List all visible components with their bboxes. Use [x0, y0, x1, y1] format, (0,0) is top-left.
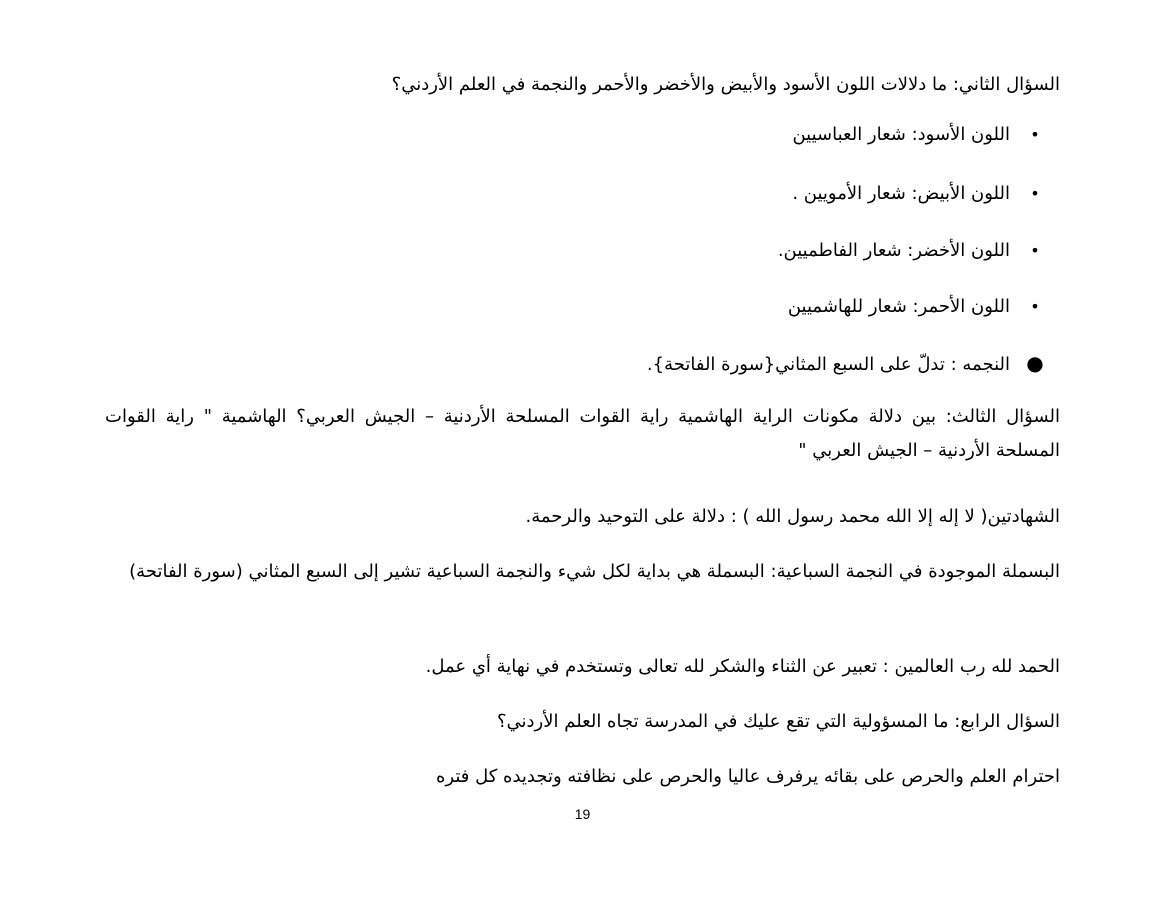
- list-item: [647, 346, 1060, 382]
- list-item: [788, 290, 1060, 324]
- list-item-text: اللون الأخضر: شعار الفاطميين.: [777, 240, 1010, 261]
- bullet-icon: ●: [1026, 351, 1044, 375]
- bullet-icon: •: [1030, 297, 1040, 316]
- answer-four: احترام العلم والحرص على بقائه يرفرف عاليا والحرص على نظافته وتجديده كل فتره: [435, 766, 1060, 787]
- hamd-paragraph: الحمد لله رب العالمين : تعبير عن الثناء والشكر لله تعالى وتستخدم في نهاية أي عمل.: [425, 656, 1060, 677]
- list-item: [792, 177, 1060, 211]
- list-item-text: اللون الأبيض: شعار الأمويين .: [792, 183, 1010, 204]
- bullet-icon: •: [1030, 125, 1040, 144]
- bullet-icon: •: [1030, 241, 1040, 260]
- list-item: [778, 234, 1060, 268]
- bullet-icon: •: [1030, 184, 1040, 203]
- question-two: السؤال الثاني: ما دلالات اللون الأسود والأبيض والأخضر والأحمر والنجمة في العلم الأردني؟: [391, 74, 1060, 95]
- page-number: 19: [574, 806, 591, 822]
- basmala-paragraph: البسملة الموجودة في النجمة السباعية: البسملة هي بداية لكل شيء والنجمة السباعية تشير إلى السبع المثاني (سورة الفاتحة): [129, 561, 1060, 582]
- shahadatain-paragraph: الشهادتين( لا إله إلا الله محمد رسول الله ) : دلالة على التوحيد والرحمة.: [525, 506, 1060, 527]
- list-item: [792, 118, 1060, 152]
- list-item-text: اللون الأسود: شعار العباسيين: [792, 124, 1010, 145]
- question-four: السؤال الرابع: ما المسؤولية التي تقع عليك في المدرسة تجاه العلم الأردني؟: [496, 711, 1060, 732]
- list-item-text: النجمه : تدلّ على السبع المثاني{سورة الفاتحة}.: [646, 354, 1010, 375]
- question-three: السؤال الثالث: بين دلالة مكونات الراية الهاشمية راية القوات المسلحة الأردنية – الجيش العربي؟ الهاشمية " راية القوات المسلحة الأردنية – الجيش العربي ": [105, 406, 1060, 461]
- list-item-text: اللون الأحمر: شعار للهاشميين: [787, 296, 1010, 317]
